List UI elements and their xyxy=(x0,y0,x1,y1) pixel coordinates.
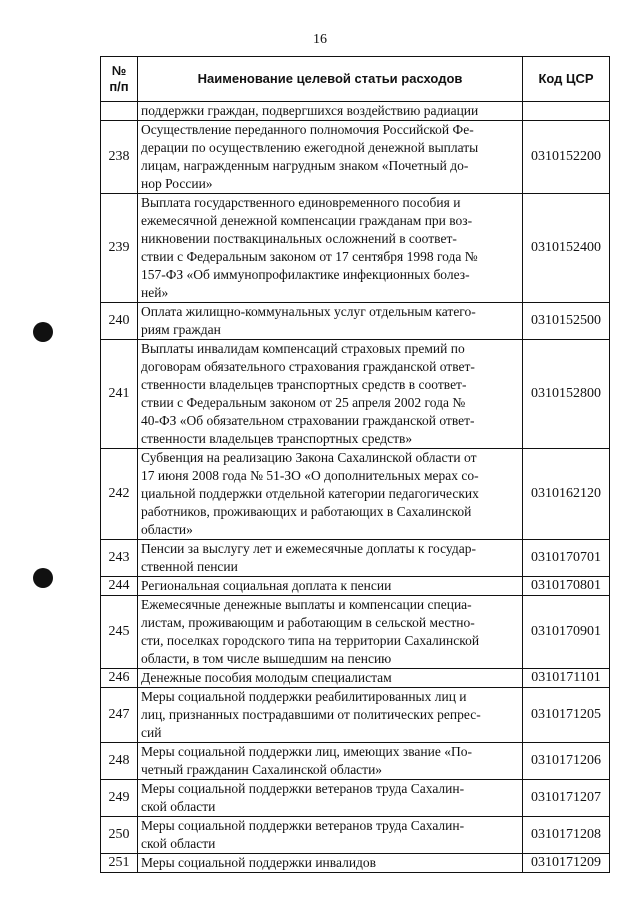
row-name-line: Осуществление переданного полномочия Российской Фе- xyxy=(141,122,474,137)
row-name-line: договорам обязательного страхования гражданской ответ- xyxy=(141,359,475,374)
row-name-line: сти, поселках городского типа на территории Сахалинской xyxy=(141,633,480,648)
row-number: 241 xyxy=(101,340,138,449)
table-row xyxy=(101,596,610,669)
row-code: 0310152800 xyxy=(523,340,610,449)
row-name xyxy=(138,340,523,449)
row-code: 0310152400 xyxy=(523,194,610,303)
row-number: 239 xyxy=(101,194,138,303)
row-name xyxy=(138,854,523,873)
row-name xyxy=(138,577,523,596)
row-number: 245 xyxy=(101,596,138,669)
row-name xyxy=(138,540,523,577)
header-number-line: п/п xyxy=(109,79,129,94)
row-number: 238 xyxy=(101,121,138,194)
row-name-line: листам, проживающим и работающим в сельской местно- xyxy=(141,615,475,630)
table-row xyxy=(101,540,610,577)
table-row xyxy=(101,102,610,121)
row-number: 247 xyxy=(101,688,138,743)
row-name-line: ней» xyxy=(141,285,169,300)
punch-hole xyxy=(33,322,53,342)
row-name-line: циальной поддержки отдельной категории педагогических xyxy=(141,486,479,501)
row-name-line: поддержки граждан, подвергшихся воздействию радиации xyxy=(141,103,479,118)
row-name-line: ственности владельцев транспортных средств» xyxy=(141,431,413,446)
row-name xyxy=(138,121,523,194)
row-name-line: Пенсии за выслугу лет и ежемесячные доплаты к государ- xyxy=(141,541,476,556)
row-number: 249 xyxy=(101,780,138,817)
row-name-line: работников, проживающих и работающих в Сахалинской xyxy=(141,504,472,519)
row-name xyxy=(138,743,523,780)
row-name-line: ствии с Федеральным законом от 25 апреля 2002 года № xyxy=(141,395,466,410)
row-number xyxy=(101,102,138,121)
row-name-line: области, в том числе вышедшим на пенсию xyxy=(141,651,392,666)
row-name xyxy=(138,688,523,743)
row-name-line: риям граждан xyxy=(141,322,221,337)
table-row xyxy=(101,743,610,780)
table-body xyxy=(101,102,610,873)
row-code xyxy=(523,102,610,121)
table-row xyxy=(101,688,610,743)
row-name-line: Оплата жилищно-коммунальных услуг отдельным катего- xyxy=(141,304,476,319)
row-number: 250 xyxy=(101,817,138,854)
row-name-line: лицам, награжденным нагрудным знаком «Почетный до- xyxy=(141,158,469,173)
row-name-line: нор России» xyxy=(141,176,213,191)
row-code: 0310171101 xyxy=(523,669,610,688)
table-row xyxy=(101,577,610,596)
row-name-line: Выплаты инвалидам компенсаций страховых премий по xyxy=(141,341,465,356)
row-name-line: Меры социальной поддержки ветеранов труда Сахалин- xyxy=(141,781,465,796)
row-name xyxy=(138,669,523,688)
row-number: 242 xyxy=(101,449,138,540)
row-code: 0310152200 xyxy=(523,121,610,194)
table-row xyxy=(101,449,610,540)
row-code: 0310171207 xyxy=(523,780,610,817)
row-number: 248 xyxy=(101,743,138,780)
row-name-line: Выплата государственного единовременного пособия и xyxy=(141,195,461,210)
row-code: 0310162120 xyxy=(523,449,610,540)
table-header-row xyxy=(101,57,610,102)
row-name-line: ежемесячной денежной компенсации гражданам при воз- xyxy=(141,213,473,228)
row-name xyxy=(138,102,523,121)
row-name xyxy=(138,596,523,669)
row-name-line: дерации по осуществлению ежегодной денежной выплаты xyxy=(141,140,479,155)
table-row xyxy=(101,194,610,303)
row-name-line: 40-ФЗ «Об обязательном страховании гражданской ответ- xyxy=(141,413,475,428)
row-code: 0310170801 xyxy=(523,577,610,596)
row-name-line: сий xyxy=(141,725,162,740)
row-name-line: Субвенция на реализацию Закона Сахалинской области от xyxy=(141,450,477,465)
row-name xyxy=(138,780,523,817)
row-name-line: лиц, признанных пострадавшими от политических репрес- xyxy=(141,707,481,722)
row-name-line: области» xyxy=(141,522,193,537)
row-name-line: 17 июня 2008 года № 51-ЗО «О дополнительных мерах со- xyxy=(141,468,479,483)
row-number: 244 xyxy=(101,577,138,596)
table-row xyxy=(101,780,610,817)
punch-hole xyxy=(33,568,53,588)
header-number-line: № xyxy=(111,63,127,78)
table-row xyxy=(101,303,610,340)
row-code: 0310152500 xyxy=(523,303,610,340)
page-number: 16 xyxy=(313,32,327,47)
row-name xyxy=(138,817,523,854)
row-name-line: ской области xyxy=(141,836,216,851)
row-name-line: ственной пенсии xyxy=(141,559,238,574)
table-row xyxy=(101,669,610,688)
row-code: 0310171208 xyxy=(523,817,610,854)
row-name-line: Региональная социальная доплата к пенсии xyxy=(141,578,392,593)
row-name-line: 157-ФЗ «Об иммунопрофилактике инфекционных болез- xyxy=(141,267,470,282)
row-name-line: никновении поствакцинальных осложнений в соответ- xyxy=(141,231,457,246)
row-code: 0310170901 xyxy=(523,596,610,669)
header-name: Наименование целевой статьи расходов xyxy=(138,57,523,102)
row-number: 240 xyxy=(101,303,138,340)
row-name-line: четный гражданин Сахалинской области» xyxy=(141,762,383,777)
row-name xyxy=(138,303,523,340)
row-name-line: Меры социальной поддержки реабилитированных лиц и xyxy=(141,689,467,704)
row-code: 0310171209 xyxy=(523,854,610,873)
row-name-line: ственности владельцев транспортных средств в соответ- xyxy=(141,377,467,392)
table-row xyxy=(101,817,610,854)
row-name xyxy=(138,194,523,303)
row-number: 243 xyxy=(101,540,138,577)
row-code: 0310171206 xyxy=(523,743,610,780)
row-name-line: Ежемесячные денежные выплаты и компенсации специа- xyxy=(141,597,472,612)
row-name-line: Меры социальной поддержки лиц, имеющих звание «По- xyxy=(141,744,472,759)
header-number xyxy=(101,57,138,102)
row-name xyxy=(138,449,523,540)
budget-classification-table xyxy=(100,56,610,873)
row-name-line: Меры социальной поддержки инвалидов xyxy=(141,855,377,870)
row-number: 251 xyxy=(101,854,138,873)
row-number: 246 xyxy=(101,669,138,688)
row-code: 0310170701 xyxy=(523,540,610,577)
table-row xyxy=(101,854,610,873)
row-name-line: Меры социальной поддержки ветеранов труда Сахалин- xyxy=(141,818,465,833)
header-code: Код ЦСР xyxy=(523,57,610,102)
row-name-line: Денежные пособия молодым специалистам xyxy=(141,670,392,685)
row-code: 0310171205 xyxy=(523,688,610,743)
row-name-line: ствии с Федеральным законом от 17 сентября 1998 года № xyxy=(141,249,478,264)
table-row xyxy=(101,121,610,194)
table-row xyxy=(101,340,610,449)
row-name-line: ской области xyxy=(141,799,216,814)
